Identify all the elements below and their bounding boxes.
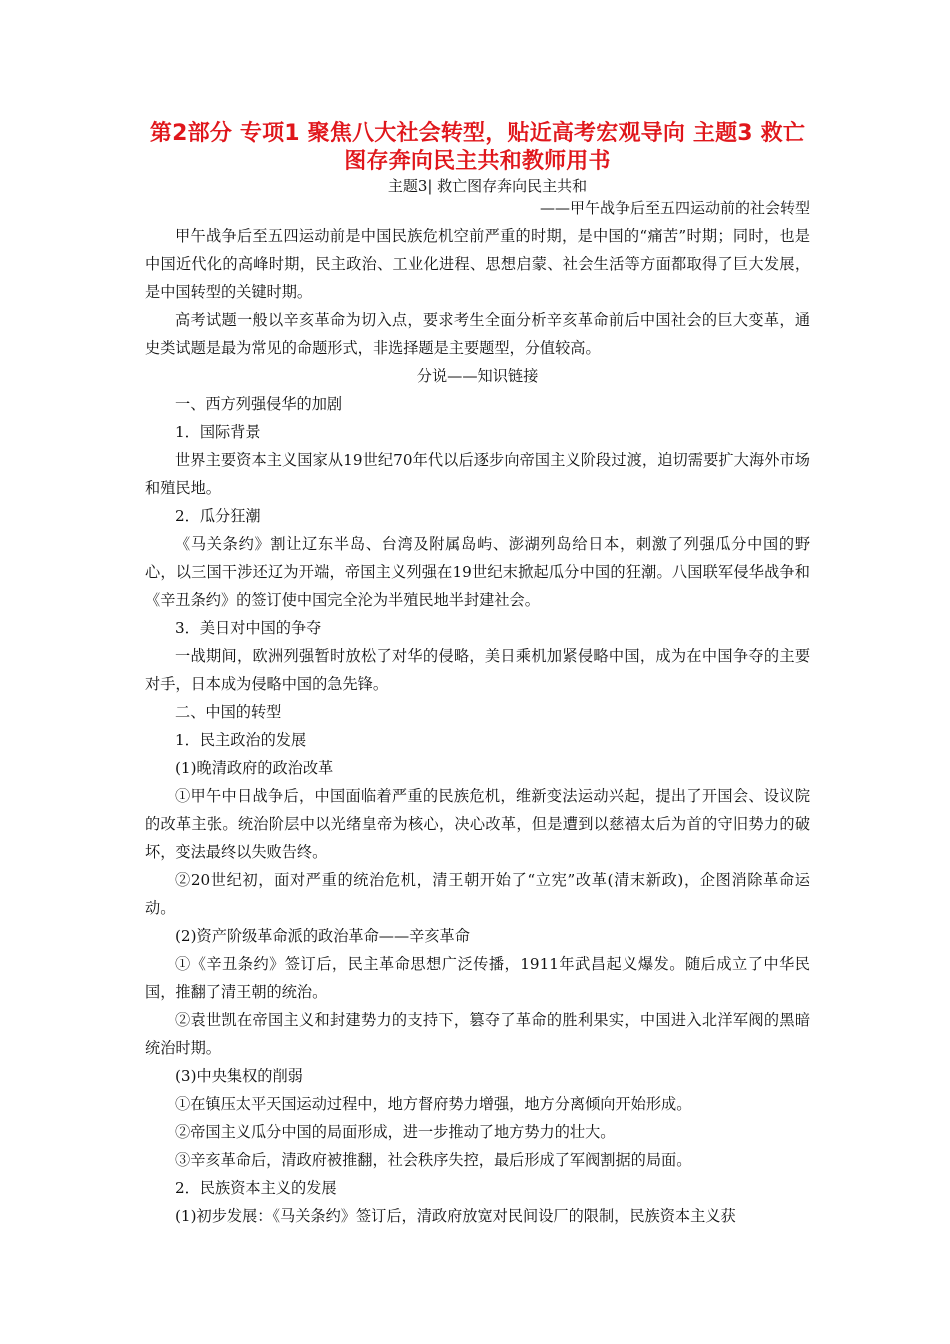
heading-western-aggression: 一、西方列强侵华的加剧 bbox=[175, 395, 343, 413]
document-title: 第2部分 专项1 聚焦八大社会转型，贴近高考宏观导向 主题3 救亡图存奔向民主共和教师用书 bbox=[149, 121, 806, 174]
body-paragraph: ①《辛丑条约》签订后，民主革命思想广泛传播，1911年武昌起义爆发。随后成立了中华民国，推翻了清王朝的统治。 bbox=[145, 955, 810, 1001]
body-paragraph: ①甲午中日战争后，中国面临着严重的民族危机，维新变法运动兴起，提出了开国会、设议院的改革主张。统治阶层中以光绪皇帝为核心，决心改革，但是遭到以慈禧太后为首的守旧势力的破坏，变法最终以失败告终。 bbox=[145, 787, 810, 861]
intro-paragraph-2: 高考试题一般以辛亥革命为切入点，要求考生全面分析辛亥革命前后中国社会的巨大变革，通史类试题是最为常见的命题形式，非选择题是主要题型，分值较高。 bbox=[145, 311, 810, 357]
body-paragraph: (1)初步发展：《马关条约》签订后，清政府放宽对民间设厂的限制，民族资本主义获 bbox=[175, 1207, 736, 1225]
body-paragraph: ②帝国主义瓜分中国的局面形成，进一步推动了地方势力的壮大。 bbox=[175, 1123, 616, 1141]
section-heading: 分说——知识链接 bbox=[416, 367, 539, 385]
subheading-international-background: 1．国际背景 bbox=[175, 423, 261, 441]
body-paragraph: 世界主要资本主义国家从19世纪70年代以后逐步向帝国主义阶段过渡，迫切需要扩大海外市场和殖民地。 bbox=[145, 451, 810, 497]
document-subtitle: 主题3| 救亡图存奔向民主共和 bbox=[387, 177, 588, 195]
body-paragraph: 《马关条约》割让辽东半岛、台湾及附属岛屿、澎湖列岛给日本，刺激了列强瓜分中国的野心，以三国干涉还辽为开端，帝国主义列强在19世纪末掀起瓜分中国的狂潮。八国联军侵华战争和《辛丑条约》的签订使中国完全沦为半殖民地半封建社会。 bbox=[145, 535, 810, 609]
body-paragraph: 一战期间，欧洲列强暂时放松了对华的侵略，美日乘机加紧侵略中国，成为在中国争夺的主要对手，日本成为侵略中国的急先锋。 bbox=[145, 647, 810, 693]
subheading-late-qing-reform: (1)晚清政府的政治改革 bbox=[175, 759, 334, 777]
subheading-democratic-politics: 1．民主政治的发展 bbox=[175, 731, 307, 749]
body-paragraph: ①在镇压太平天国运动过程中，地方督府势力增强，地方分离倾向开始形成。 bbox=[175, 1095, 692, 1113]
subheading-central-power-weakening: (3)中央集权的削弱 bbox=[175, 1067, 303, 1085]
document-page bbox=[145, 120, 810, 1230]
document-subtitle-2: ——甲午战争后至五四运动前的社会转型 bbox=[539, 199, 810, 217]
body-paragraph: ②袁世凯在帝国主义和封建势力的支持下，篡夺了革命的胜利果实，中国进入北洋军阀的黑暗统治时期。 bbox=[145, 1011, 810, 1057]
subheading-us-japan-rivalry: 3．美日对中国的争夺 bbox=[175, 619, 322, 637]
intro-paragraph-1: 甲午战争后至五四运动前是中国民族危机空前严重的时期，是中国的“痛苦”时期；同时，也是中国近代化的高峰时期，民主政治、工业化进程、思想启蒙、社会生活等方面都取得了巨大发展，是中国转型的关键时期。 bbox=[145, 227, 810, 301]
subheading-national-capitalism: 2．民族资本主义的发展 bbox=[175, 1179, 337, 1197]
subheading-xinhai-revolution: (2)资产阶级革命派的政治革命——辛亥革命 bbox=[175, 927, 470, 945]
heading-china-transformation: 二、中国的转型 bbox=[175, 703, 282, 721]
body-paragraph: ②20世纪初，面对严重的统治危机，清王朝开始了“立宪”改革(清末新政)，企图消除革命运动。 bbox=[145, 871, 810, 917]
subheading-partition-frenzy: 2．瓜分狂潮 bbox=[175, 507, 261, 525]
body-paragraph: ③辛亥革命后，清政府被推翻，社会秩序失控，最后形成了军阀割据的局面。 bbox=[175, 1151, 692, 1169]
